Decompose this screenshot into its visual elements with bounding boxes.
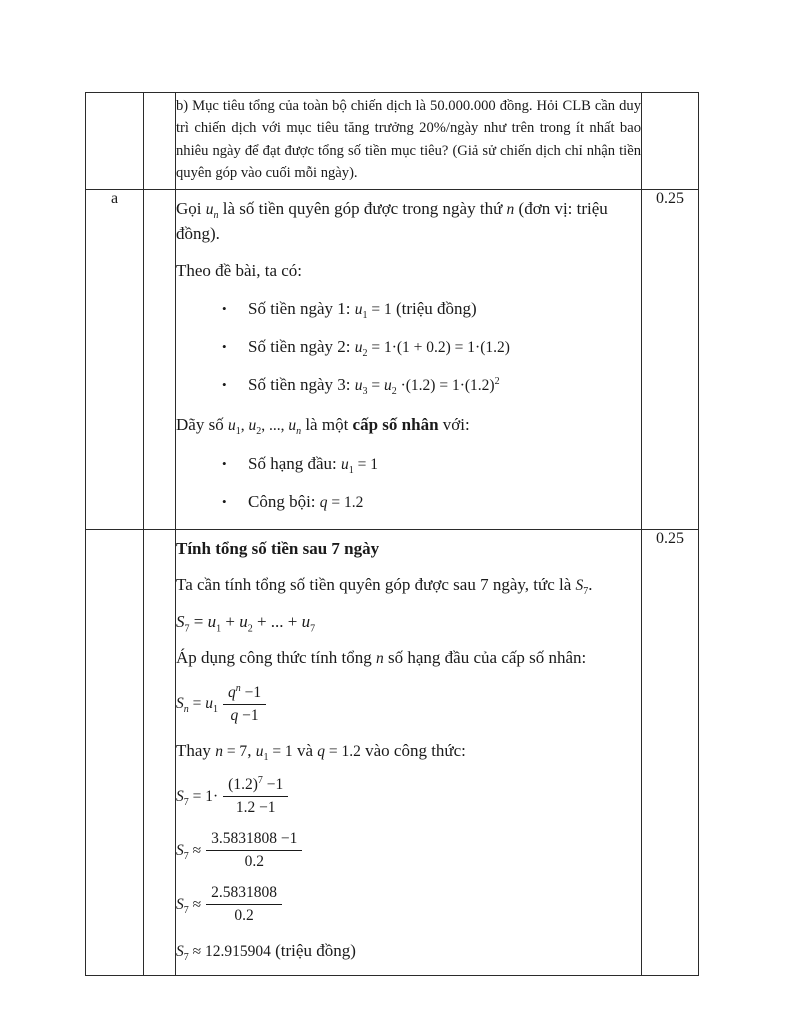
math-step-2: $S_7$ ≈ $\frac{3.5831808 -1}{0.2}$ [176, 830, 641, 871]
math-sum-formula: $S_n = u_1$ $\frac{q^n -1}{q -1}$ [176, 684, 641, 725]
table-row-question-b [86, 93, 699, 190]
solution-given: Theo đề bài, ta có: [176, 260, 303, 280]
bullet-icon: • [222, 377, 227, 393]
bullet-day2: • Số tiền ngày 2: $u_2 = 1\cdot(1 + 0.2) = 1\cdot(1.2)$ [222, 337, 510, 360]
math-day3: $u_3 = u_2 \cdot(1.2) = 1\cdot(1.2)^2$ [354, 376, 500, 398]
math-day2: $u_2 = 1\cdot(1 + 0.2) = 1\cdot(1.2)$ [354, 339, 510, 360]
bullet-icon: • [222, 455, 227, 471]
question-content-cell [176, 93, 642, 190]
score-value: 0.25 [656, 529, 684, 547]
solution-content-cell [176, 189, 642, 529]
answer-key-table [85, 92, 699, 976]
math-result: $S_7 \approx 12.915904$ (triệu đồng) [176, 941, 356, 964]
bullet-icon: • [222, 339, 227, 355]
part-label-cell [86, 189, 144, 529]
math-n: n [375, 650, 384, 668]
term-geometric-sequence: cấp số nhân [352, 415, 439, 435]
solution-substitute: Thay n = 7, $u_1 = 1$ và q = 1.2 vào công thức: [176, 740, 466, 763]
solution-content-cell [176, 529, 642, 975]
fraction: $\frac{(1.2)^7 -1}{1.2 -1}$ [223, 776, 288, 817]
question-b-text: b) Mục tiêu tổng của toàn bộ chiến dịch là 50.000.000 đồng. Hỏi CLB cần duy trì chiến dịch với mục tiêu tăng trưởng 20%/ngày như trên trong ít nhất bao nhiêu ngày để đạt được tổng số tiền mục tiêu? (Giả sử chiến dịch chỉ nhận tiền quyên góp vào cuối mỗi ngày). [176, 98, 641, 182]
table-row-part-a [86, 189, 699, 529]
math-step-1: $S_7 = 1\cdot$ $\frac{(1.2)^7 -1}{1.2 -1}$ [176, 776, 641, 817]
bullet-day3: • Số tiền ngày 3: $u_3 = u_2 \cdot(1.2) = 1\cdot(1.2)^2$ [222, 375, 500, 398]
sub-label-cell [144, 93, 176, 190]
math-n: n [506, 200, 515, 218]
score-cell [642, 189, 699, 529]
bullet-first-term: • Số hạng đầu: $u_1 = 1$ [222, 453, 379, 476]
part-label: a [110, 189, 119, 207]
part-label-cell [86, 529, 144, 975]
math-sum-definition: $S_7 = u_1 + u_2$ + ... + $u_7$ [176, 611, 316, 634]
sub-label-cell [144, 189, 176, 529]
solution-apply: Áp dụng công thức tính tổng n số hạng đầu của cấp số nhân: [176, 648, 587, 668]
math-day1: $u_1 = 1$ [354, 301, 392, 322]
bullet-icon: • [222, 301, 227, 317]
math-step-3: $S_7$ ≈ $\frac{2.5831808}{0.2}$ [176, 884, 641, 925]
score-value: 0.25 [656, 189, 684, 207]
fraction: $\frac{2.5831808}{0.2}$ [206, 884, 282, 925]
math-s7: $S_7$ [575, 577, 589, 598]
math-un: $u_n$ [205, 200, 219, 221]
part-label-cell [86, 93, 144, 190]
solution-heading: Tính tổng số tiền sau 7 ngày [176, 538, 380, 558]
fraction: $\frac{q^n -1}{q -1}$ [223, 684, 266, 725]
math-first-term: $u_1 = 1$ [341, 455, 379, 476]
table-row-sum [86, 529, 699, 975]
fraction: $\frac{3.5831808 -1}{0.2}$ [206, 830, 302, 871]
math-sequence: $u_1$, $u_2$, ..., $u_n$ [227, 417, 302, 438]
solution-sequence: Dãy số $u_1$, $u_2$, ..., $u_n$ là một cấp số nhân với: [176, 415, 470, 438]
score-cell [642, 529, 699, 975]
score-cell [642, 93, 699, 190]
solution-intro: Gọi $u_n$ là số tiền quyên góp được trong ngày thứ n (đơn vị: triệu đồng). [176, 198, 608, 244]
bullet-common-ratio: • Công bội: q = 1.2 [222, 491, 364, 511]
bullet-icon: • [222, 493, 227, 509]
bullet-day1: • Số tiền ngày 1: $u_1 = 1$ (triệu đồng) [222, 299, 477, 322]
sub-label-cell [144, 529, 176, 975]
solution-goal: Ta cần tính tổng số tiền quyên góp được sau 7 ngày, tức là $S_7$. [176, 575, 593, 598]
math-common-ratio: q = 1.2 [319, 493, 364, 511]
